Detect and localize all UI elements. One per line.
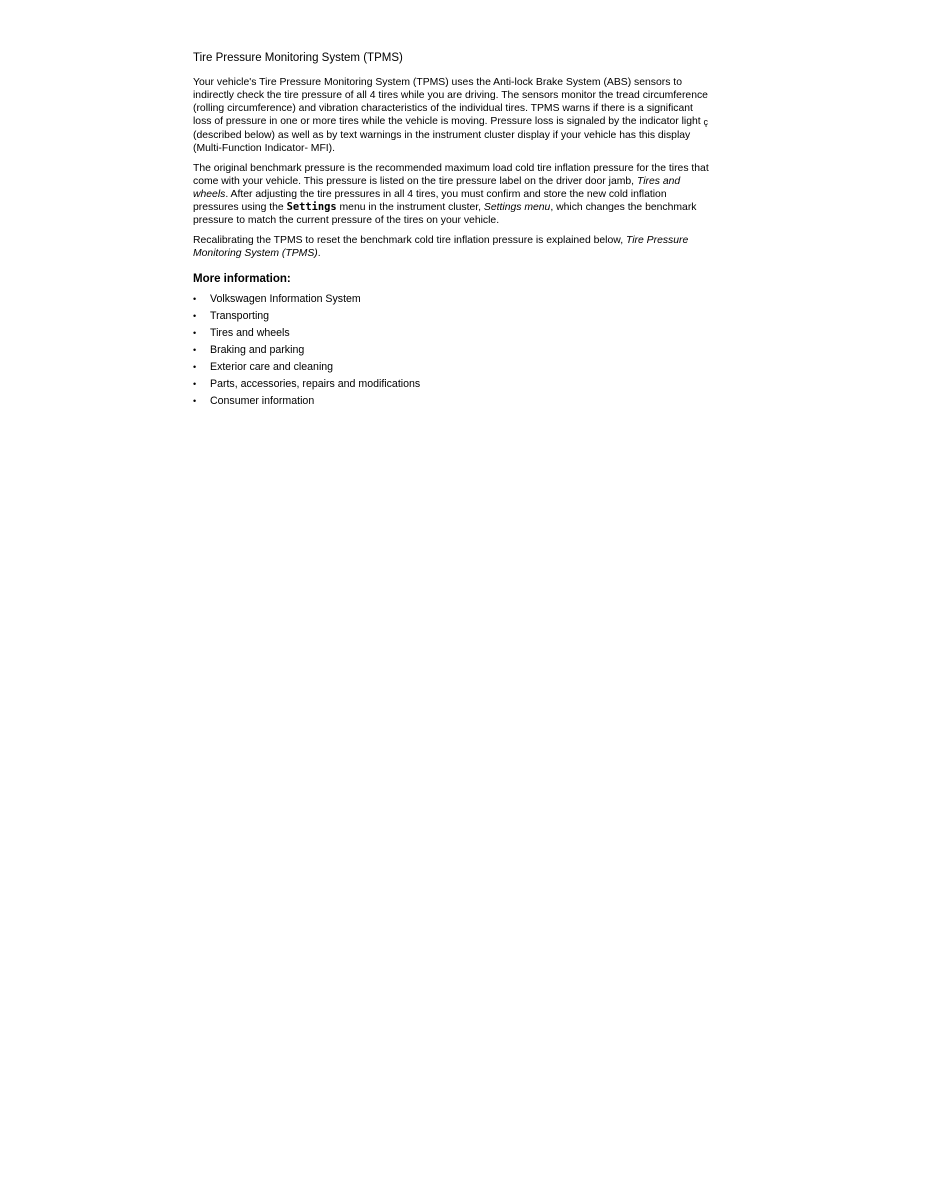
list-item[interactable]: [193, 359, 713, 376]
tires-and-wheels-link[interactable]: Tires and wheels: [193, 176, 681, 200]
list-item[interactable]: [193, 393, 713, 410]
bullet-icon: •: [193, 362, 197, 372]
tpms-intro-paragraph: [193, 76, 713, 155]
document-page: [193, 50, 713, 410]
page-title: Tire Pressure Monitoring System (TPMS): [193, 52, 403, 64]
list-item[interactable]: [193, 376, 713, 393]
bullet-icon: •: [193, 328, 197, 338]
intro-text-b: (described below) as well as by text warnings in the instrument cluster display if your vehicle has this display (Multi-Function Indicator- MFI).: [193, 130, 691, 154]
intro-text-a: Your vehicle's Tire Pressure Monitoring System (TPMS) uses the Anti-lock Brake System (ABS) sensors to indirectly check the tire pressure of all 4 tires while you are driving. The sensors monitor the tread circumference (rolling circumference) and vibration characteristics of the individual tires. TPMS warns if there is a significant loss of pressure in one or more tires while the vehicle is moving. Pressure loss is signaled by the indicator light: [193, 77, 708, 127]
list-item-label: Volkswagen Information System: [210, 293, 361, 305]
list-item[interactable]: [193, 308, 713, 325]
benchmark-text-a: The original benchmark pressure is the recommended maximum load cold tire inflation pressure for the tires that come with your vehicle. This pressure is listed on the tire pressure label on the driver door jamb,: [193, 163, 709, 187]
recalibration-text-a: Recalibrating the TPMS to reset the benchmark cold tire inflation pressure is explained below,: [193, 235, 626, 246]
list-item-label: Exterior care and cleaning: [210, 361, 334, 373]
list-item-label: Braking and parking: [210, 344, 305, 356]
bullet-icon: •: [193, 294, 197, 304]
list-item[interactable]: [193, 342, 713, 359]
list-item-label: Parts, accessories, repairs and modifications: [210, 378, 421, 390]
bullet-icon: •: [193, 311, 197, 321]
more-information-list: [193, 291, 713, 410]
recalibration-text-b: .: [317, 248, 321, 259]
benchmark-text-d: , which changes the benchmark pressure to match the current pressure of the tires on your vehicle.: [193, 202, 697, 226]
settings-menu-name: Settings: [286, 201, 337, 213]
more-information-heading: More information:: [193, 273, 291, 285]
bullet-icon: •: [193, 396, 197, 406]
settings-menu-link[interactable]: Settings menu: [483, 202, 551, 213]
list-item[interactable]: [193, 325, 713, 342]
benchmark-paragraph: [193, 162, 713, 227]
recalibration-paragraph: [193, 234, 713, 260]
list-item[interactable]: [193, 291, 713, 308]
list-item-label: Tires and wheels: [210, 327, 290, 339]
bullet-icon: •: [193, 345, 197, 355]
bullet-icon: •: [193, 379, 197, 389]
benchmark-text-c: menu in the instrument cluster,: [336, 202, 484, 213]
benchmark-text-b: . After adjusting the tire pressures in all 4 tires, you must confirm and store the new cold inflation pressures using the: [193, 189, 667, 213]
tpms-indicator-icon: ç: [703, 117, 709, 127]
list-item-label: Consumer information: [210, 395, 315, 407]
list-item-label: Transporting: [210, 310, 270, 322]
tpms-link[interactable]: Tire Pressure Monitoring System (TPMS): [193, 235, 689, 259]
